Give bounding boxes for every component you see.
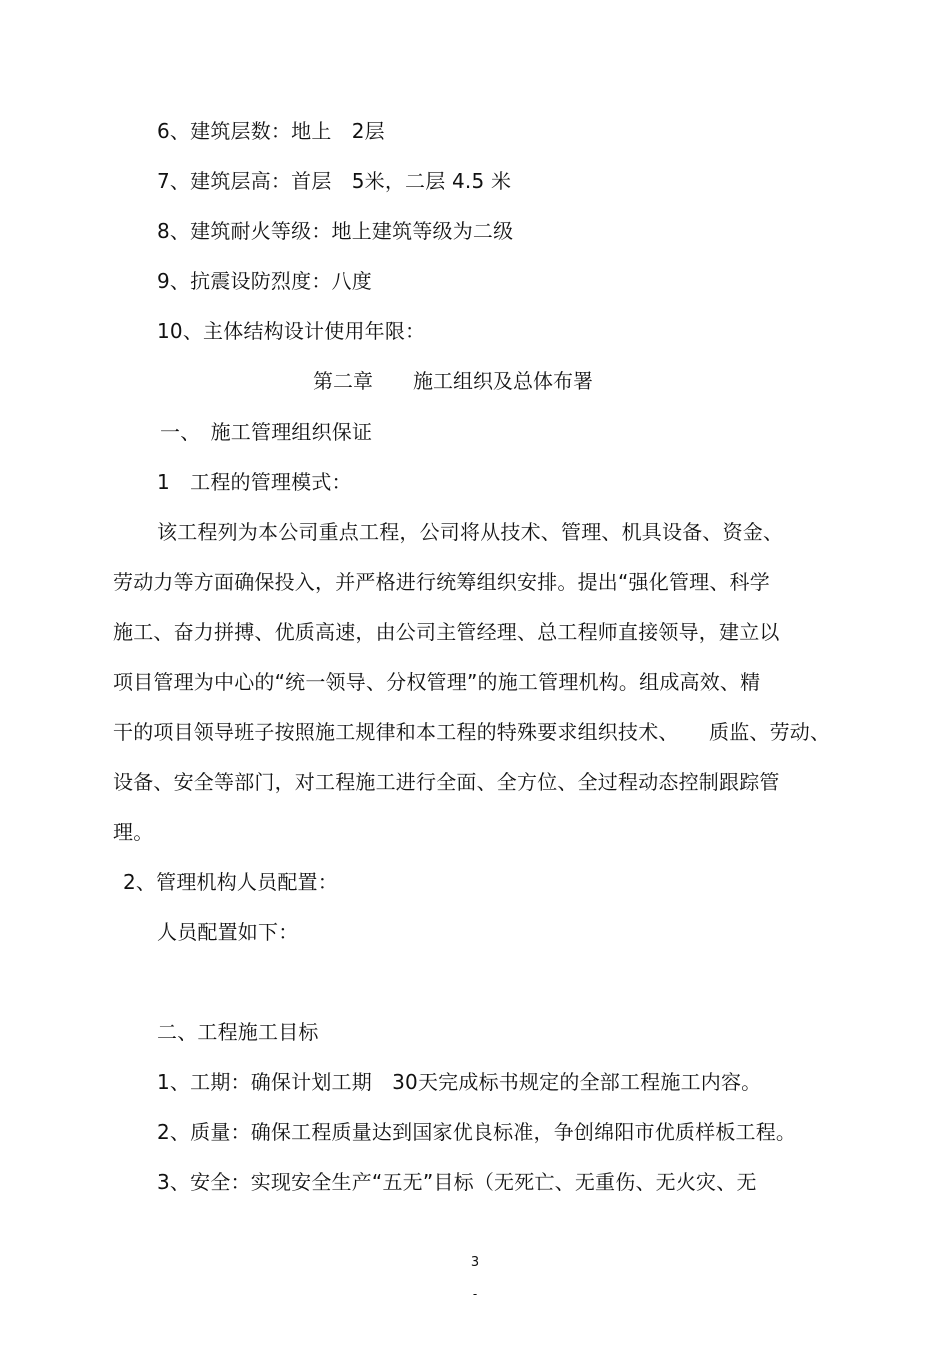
paragraph-line: 理。 [113,820,154,844]
paragraph-line: 劳动力等方面确保投入，并严格进行统筹组织安排。提出“强化管理、科学 [113,570,770,594]
paragraph-line: 干的项目领导班子按照施工规律和本工程的特殊要求组织技术、 质监、劳动、 [113,720,831,744]
paragraph-line: 施工、奋力拼搏、优质高速，由公司主管经理、总工程师直接领导，建立以 [113,620,780,644]
subsection-title-mode: 1 工程的管理模式： [157,470,352,494]
section-title-goals: 二、工程施工目标 [157,1020,319,1044]
paragraph-line: 设备、安全等部门，对工程施工进行全面、全方位、全过程动态控制跟踪管 [113,770,780,794]
subsection-title-staffing: 2、管理机构人员配置： [123,870,338,894]
spec-item-fire-rating: 8、建筑耐火等级：地上建筑等级为二级 [157,219,514,243]
spec-item-floors: 6、建筑层数：地上 2层 [157,119,385,143]
spec-item-floor-height: 7、建筑层高：首层 5米，二层 4.5 米 [157,169,512,193]
section-title-management: 一、 施工管理组织保证 [160,420,373,444]
chapter-title: 第二章 施工组织及总体布署 [313,369,593,393]
paragraph-line: 该工程列为本公司重点工程，公司将从技术、管理、机具设备、资金、 [157,520,784,544]
spec-item-seismic: 9、抗震设防烈度：八度 [157,269,372,293]
page-footer-mark: - [472,1287,478,1301]
page-number: 3 [470,1255,480,1270]
staff-intro: 人员配置如下： [157,920,299,944]
paragraph-line: 项目管理为中心的“统一领导、分权管理”的施工管理机构。组成高效、精 [113,670,761,694]
spec-item-design-life: 10、主体结构设计使用年限： [157,319,426,343]
goal-item-safety: 3、安全：实现安全生产“五无”目标（无死亡、无重伤、无火灾、无 [157,1170,757,1194]
goal-item-schedule: 1、工期：确保计划工期 30天完成标书规定的全部工程施工内容。 [157,1070,762,1094]
goal-item-quality: 2、质量：确保工程质量达到国家优良标准，争创绵阳市优质样板工程。 [157,1120,797,1144]
